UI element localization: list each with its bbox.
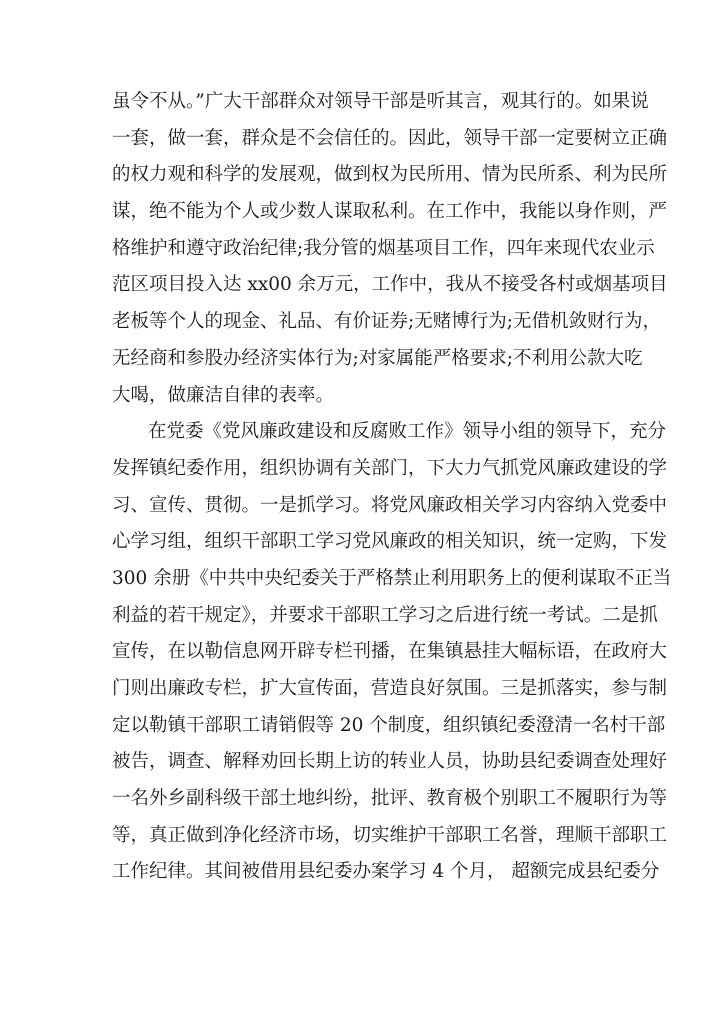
document-body [112, 84, 672, 891]
text-line: 工作纪律。其间被借用县纪委办案学习 4 个月， 超额完成县纪委分 [112, 861, 660, 883]
text-line: 宣传，在以勒信息网开辟专栏刊播，在集镇悬挂大幅标语，在政府大 [112, 641, 668, 663]
text-line: 等，真正做到净化经济市场，切实维护干部职工名誉，理顺干部职工 [112, 824, 668, 846]
text-line: 300 余册《中共中央纪委关于严格禁止利用职务上的便利谋取不正当 [112, 567, 672, 589]
paragraph-first-line: 在党委《党风廉政建设和反腐败工作》领导小组的领导下，充分 [148, 421, 667, 443]
text-line: 门则出廉政专栏，扩大宣传面，营造良好氛围。三是抓落实，参与制 [112, 678, 668, 699]
text-line: 一套，做一套，群众是不会信任的。因此，领导干部一定要树立正确 [112, 127, 668, 149]
text-line: 无经商和参股办经济实体行为;对家属能严格要求;不利用公款大吃 [112, 347, 643, 369]
text-line: 虽令不从。”广大干部群众对领导干部是听其言，观其行的。如果说 [112, 91, 649, 112]
text-line: 定以勒镇干部职工请销假等 20 个制度，组织镇纪委澄清一名村干部 [112, 714, 666, 736]
text-line: 被告，调查、解释劝回长期上访的转业人员，协助县纪委调查处理好 [112, 751, 668, 773]
text-line: 心学习组，组织干部职工学习党风廉政的相关知识，统一定购，下发 [112, 531, 668, 553]
text-line: 范区项目投入达 xx00 余万元，工作中，我从不接受各村或烟基项目 [112, 274, 668, 296]
text-line: 格维护和遵守政治纪律;我分管的烟基项目工作，四年来现代农业示 [112, 237, 655, 259]
text-line: 的权力观和科学的发展观，做到权为民所用、情为民所系、利为民所 [112, 164, 668, 186]
text-line: 谋，绝不能为个人或少数人谋取私利。在工作中，我能以身作则，严 [112, 201, 668, 223]
text-line: 一名外乡副科级干部土地纠纷，批评、教育极个别职工不履职行为等 [112, 788, 668, 810]
text-line: 利益的若干规定》，并要求干部职工学习之后进行统一考试。二是抓 [112, 604, 658, 626]
text-line: 习、宣传、贯彻。一是抓学习。将党风廉政相关学习内容纳入党委中 [112, 494, 668, 516]
text-line: 发挥镇纪委作用，组织协调有关部门，下大力气抓党风廉政建设的学 [112, 457, 668, 479]
text-line: 老板等个人的现金、礼品、有价证券;无赌博行为;无借机敛财行为， [112, 311, 661, 333]
text-line: 大喝，做廉洁自律的表率。 [112, 384, 335, 406]
